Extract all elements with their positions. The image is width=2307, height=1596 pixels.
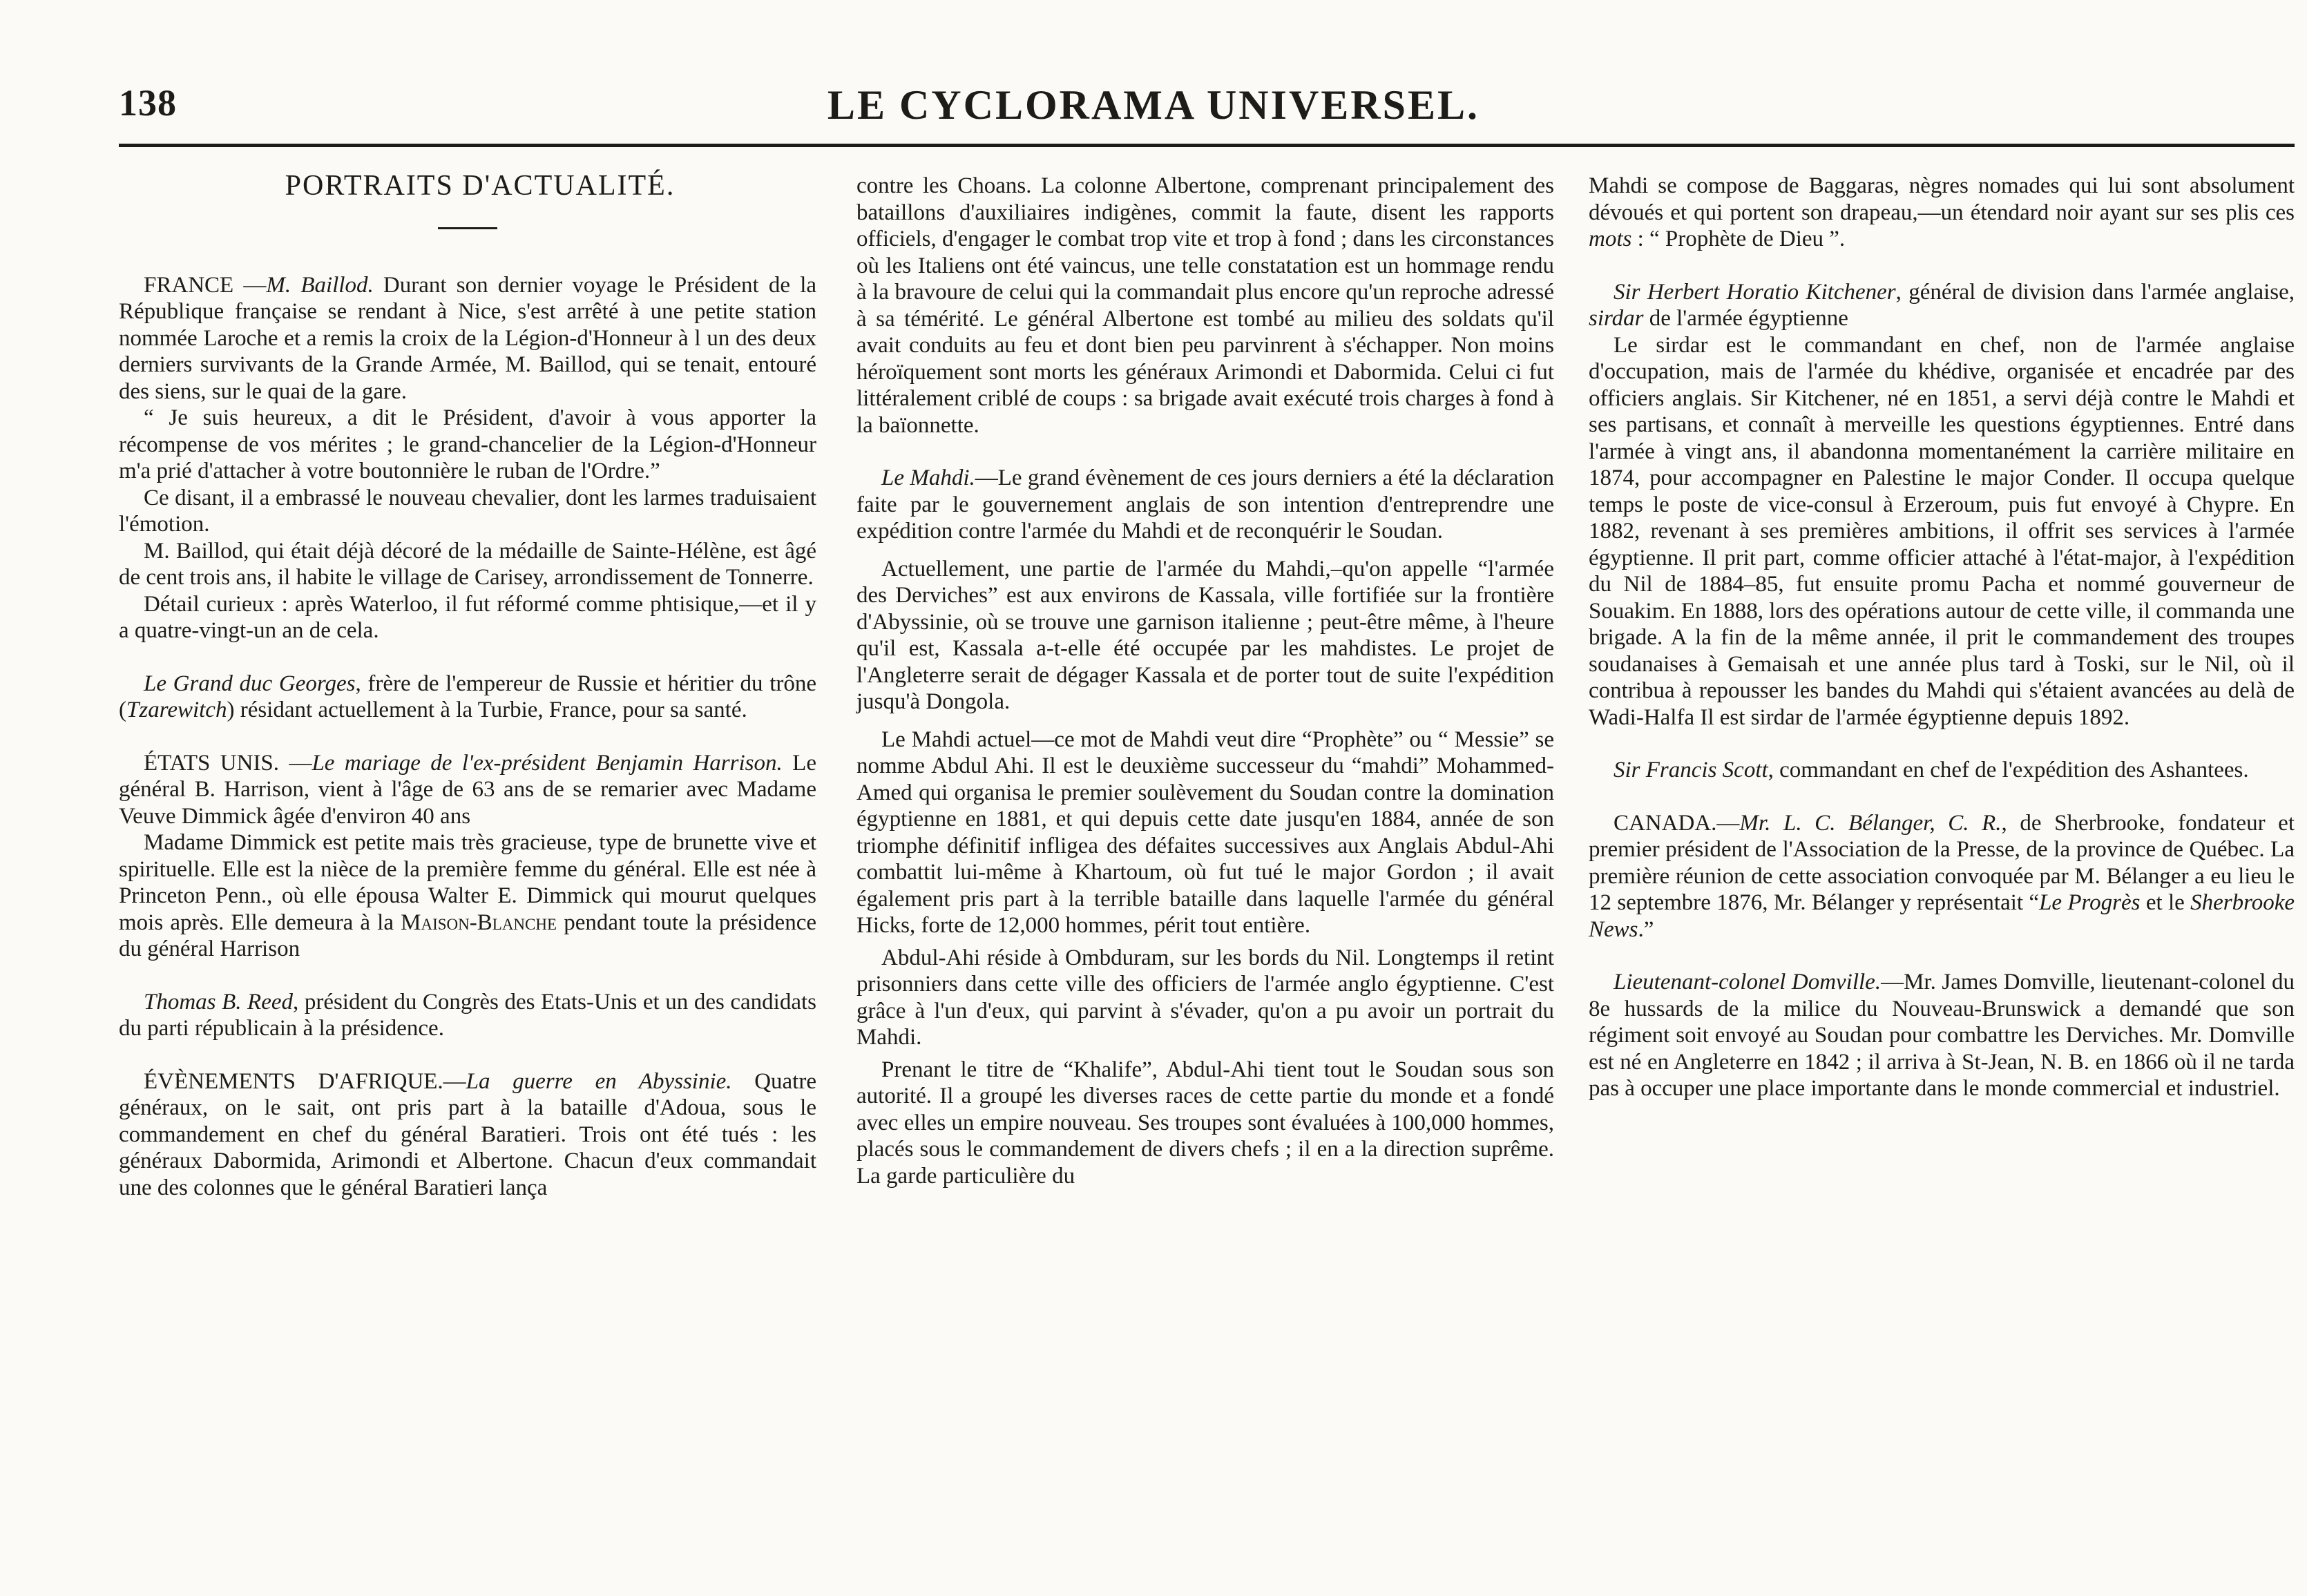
section-label-etats-unis: ÉTATS UNIS. — <box>144 750 312 776</box>
person-name: Lieutenant-colonel Domville. <box>1614 970 1882 994</box>
paragraph-text: Le général B. Harrison, vient à l'âge de 63 ans de se remarier avec Madame Veuve Dimmick âgée d'environ 40 ans <box>119 750 816 829</box>
newspaper-name: Le Progrès <box>2039 890 2141 915</box>
article-title: La guerre en Abyssinie. <box>466 1068 732 1094</box>
article-france-baillod <box>119 272 816 405</box>
paragraph-text: de l'armée égyptienne <box>1643 306 1848 331</box>
column-1 <box>119 170 817 1201</box>
person-name: Le Grand duc Georges <box>144 671 356 696</box>
paragraph: Prenant le titre de “Khalife”, Abdul-Ahi tient tout le Soudan sous son autorité. Il a groupé les diverses races de cette partie du monde et a fondé avec elles un empire nouveau. Ses troupes sont évaluées à 100,000 hommes, placés sous le commandement de divers chefs ; il en a la direction suprême. La garde particulière du <box>856 1057 1554 1189</box>
article-evenements-afrique <box>119 1068 816 1202</box>
article-kitchener <box>1589 279 2295 332</box>
article-etats-unis-harrison <box>119 750 816 830</box>
place-name: Maison-Blanche <box>401 910 557 935</box>
emphasis-word: mots <box>1589 227 1632 251</box>
person-name: Le Mahdi. <box>881 465 975 490</box>
person-name: Thomas B. Reed <box>144 989 294 1015</box>
column-3 <box>1589 173 2295 1102</box>
paragraph-text: ) résidant actuellement à la Turbie, France, pour sa santé. <box>227 698 747 722</box>
paragraph-text: Durant son dernier voyage le Président de la République française se rendant à Nice, s'est arrêté à une petite station nommée Laroche et a remis la croix de la Légion-d'Honneur à l un des deux derniers survivants de la Grande Armée, M. Baillod, qui se tenait, entouré des siens, sur le quai de la gare. <box>119 272 817 404</box>
page-number: 138 <box>119 82 177 124</box>
section-label-canada: CANADA.— <box>1614 810 1740 836</box>
person-name: Sir Francis Scott <box>1614 758 1768 782</box>
section-label-afrique: ÉVÈNEMENTS D'AFRIQUE.— <box>144 1068 466 1094</box>
paragraph-text: .” <box>1638 916 1654 942</box>
paragraph: Actuellement, une partie de l'armée du Mahdi,–qu'on appelle “l'armée des Derviches” est aux environs de Kassala, ville fortifiée sur la frontière d'Abyssinie, où se trouve une garnison italienne ; peut-être même, à l'heure qu'il est, Kassala a-t-elle été occupée par les mahdistes. Le projet de l'Angleterre serait de dégager Kassala et de porter tout de suite l'expédition jusqu'à Dongola. <box>856 556 1554 714</box>
article-canada-belanger <box>1589 810 2295 943</box>
paragraph: M. Baillod, qui était déjà décoré de la médaille de Sainte-Hélène, est âgé de cent trois ans, il habite le village de Carisey, arrondissement de Tonnerre. <box>119 538 816 590</box>
person-name: Mr. L. C. Bélanger, C. R. <box>1739 810 2002 836</box>
column-2 <box>856 173 1554 1189</box>
paragraph-text: Madame Dimmick est petite mais très gracieuse, type de brunette vive et spirituelle. Elle est la nièce de la première femme du général. Elle est née à Princeton Penn., où elle épousa Walter E. Dimmick qui mourut quelques mois après. Elle demeura à la <box>119 830 816 935</box>
paragraph-text: —Mr. James Domville, lieutenant-colonel du 8e hussards de la milice du Nouveau-Brunswick a demandé que son régiment soit envoyé au Soudan pour combattre les Derviches. Mr. Domville est né en Angleterre en 1842 ; il arriva à St-Jean, N. B. en 1866 où il ne tarda pas à occuper une place importante dans le monde commercial et industriel. <box>1589 970 2295 1101</box>
person-name: Sir Herbert Horatio Kitchener <box>1614 279 1896 305</box>
paragraph-text: : “ Prophète de Dieu ”. <box>1631 227 1846 251</box>
paragraph: “ Je suis heureux, a dit le Président, d'avoir à vous apporter la récompense de vos mérites ; le grand-chancelier de la Légion-d'Honneur m'a prié d'attacher à votre boutonnière le ruban de l'Ordre.” <box>119 405 816 483</box>
header-rule <box>119 144 2295 147</box>
paragraph-text: Mahdi se compose de Baggaras, nègres nomades qui lui sont absolument dévoués et qui portent son drapeau,—un étendard noir ayant sur ses plis ces <box>1589 173 2295 225</box>
paragraph-continued: contre les Choans. La colonne Albertone, comprenant principalement des bataillons d'auxiliaires indigènes, commit la faute, disent les rapports officiels, d'engager le combat trop vite et trop à fond ; dans les circonstances où les Italiens ont été vaincus, une telle constatation est un hommage rendu à la bravoure de celui qui la commandait plus encore qu'un reproche adressé à sa témérité. Le général Albertone est tombé au milieu des soldats qu'il avait conduits au feu et dont bien peu parvinrent à s'échapper. Non moins héroïquement sont morts les généraux Arimondi et Dabormida. Celui ci fut littéralement criblé de coups : sa brigade avait exécuté trois charges à fond à la baïonnette. <box>856 173 1554 438</box>
article-francis-scott <box>1589 757 2295 784</box>
paragraph: Le sirdar est le commandant en chef, non de l'armée anglaise d'occupation, mais de l'armée du khédive, organisée et encadrée par des officiers anglais. Sir Kitchener, né en 1851, a servi déjà contre le Mahdi et ses partisans, et connaît à merveille les questions égyptiennes. Entré dans l'armée à vingt ans, il abandonna momentanément la carrière militaire en 1874, pour accompagner en Palestine le major Conder. Il occupa quelque temps le poste de vice-consul à Erzeroum, puis fut envoyé à Chypre. En 1882, revenant à ses premières ambitions, il offrit ses services à l'armée égyptienne. Il prit part, comme officier attaché à l'état-major, à l'expédition du Nil de 1884–85, fut ensuite promu Pacha et nommé gouverneur de Souakim. En 1888, lors des opérations autour de cette ville, il commanda une brigade. A la fin de la même année, il prit le commandement des troupes soudanaises à Gemaisah et une année plus tard à Toski, sur le Nil, où il contribua à repousser les bandes du Mahdi qui s'étaient avancées au delà de Wadi-Halfa Il est sirdar de l'armée égyptienne depuis 1892. <box>1589 332 2295 730</box>
paragraph <box>119 829 816 963</box>
article-thomas-reed <box>119 989 816 1042</box>
article-domville <box>1589 969 2295 1102</box>
page-title: LE CYCLORAMA UNIVERSEL. <box>827 82 1480 128</box>
article-le-mahdi <box>856 465 1554 545</box>
paragraph: Ce disant, il a embrassé le nouveau chevalier, dont les larmes traduisaient l'émotion. <box>119 485 816 537</box>
paragraph-text: et le <box>2140 890 2191 915</box>
heading-divider <box>438 227 497 229</box>
paragraph-text: , de Sherbrooke, fondateur et premier président de l'Association de la Presse, de la province de Québec. La première réunion de cette association convoquée par M. Bélanger a eu lieu le 12 septembre 1876, Mr. Bélanger y représentait “ <box>1589 810 2295 915</box>
paragraph: Le Mahdi actuel—ce mot de Mahdi veut dire “Prophète” ou “ Messie” se nomme Abdul Ahi. Il est le deuxième successeur du “mahdi” Mohammed-Amed qui organisa le premier soulèvement du Soudan contre la domination égyptienne en 1881, et qui depuis cette date jusqu'en 1884, année de son triomphe définitif infligea des défaites successives aux Anglais Abdul-Ahi combattit lui-même à Khartoum, où fut tué le major Gordon ; il avait également pris part à la terrible bataille dans laquelle l'armée du général Hicks, forte de 12,000 hommes, périt tout entière. <box>856 727 1554 938</box>
paragraph-text: , président du Congrès des Etats-Unis et un des candidats du parti républicain à la présidence. <box>119 989 816 1041</box>
paragraph-text: Quatre généraux, on le sait, ont pris part à la bataille d'Adoua, sous le commandement en chef du général Baratieri. Trois ont été tués : les généraux Dabormida, Arimondi et Albertone. Chacun d'eux commandait une des colonnes que le général Baratieri lança <box>119 1068 816 1200</box>
person-name: M. Baillod. <box>266 272 374 298</box>
paragraph: Abdul-Ahi réside à Ombduram, sur les bords du Nil. Longtemps il retint prisonniers dans cette ville des officiers de l'armée anglo égyptienne. C'est grâce à l'un d'eux, qui parvint à s'évader, qu'on a pu avoir un portrait du Mahdi. <box>856 945 1554 1050</box>
paragraph-text: , commandant en chef de l'expédition des Ashantees. <box>1768 758 2249 782</box>
title-word: Tzarewitch <box>126 698 227 722</box>
paragraph-text: , frère de l'empereur de Russie et héritier du trône ( <box>119 671 816 722</box>
paragraph: Détail curieux : après Waterloo, il fut réformé comme phtisique,—et il y a quatre-vingt-un an de cela. <box>119 591 816 643</box>
paragraph-text: pendant toute la présidence du général Harrison <box>119 910 816 961</box>
section-label-france: FRANCE — <box>144 272 267 298</box>
newspaper-name: Sherbrooke News <box>1589 890 2295 942</box>
emphasis-word: sirdar <box>1589 306 1644 331</box>
paragraph-continued <box>1589 173 2295 253</box>
article-grand-duc-georges <box>119 671 816 724</box>
section-heading: PORTRAITS D'ACTUALITÉ. <box>285 170 676 202</box>
paragraph-text: , général de division dans l'armée anglaise, <box>1895 279 2295 305</box>
paragraph-text: —Le grand évènement de ces jours derniers a été la déclaration faite par le gouvernement anglais de son intention d'entreprendre une expédition contre l'armée du Mahdi et de reconquérir le Soudan. <box>856 465 1554 544</box>
article-title: Le mariage de l'ex-président Benjamin Harrison. <box>312 750 783 776</box>
